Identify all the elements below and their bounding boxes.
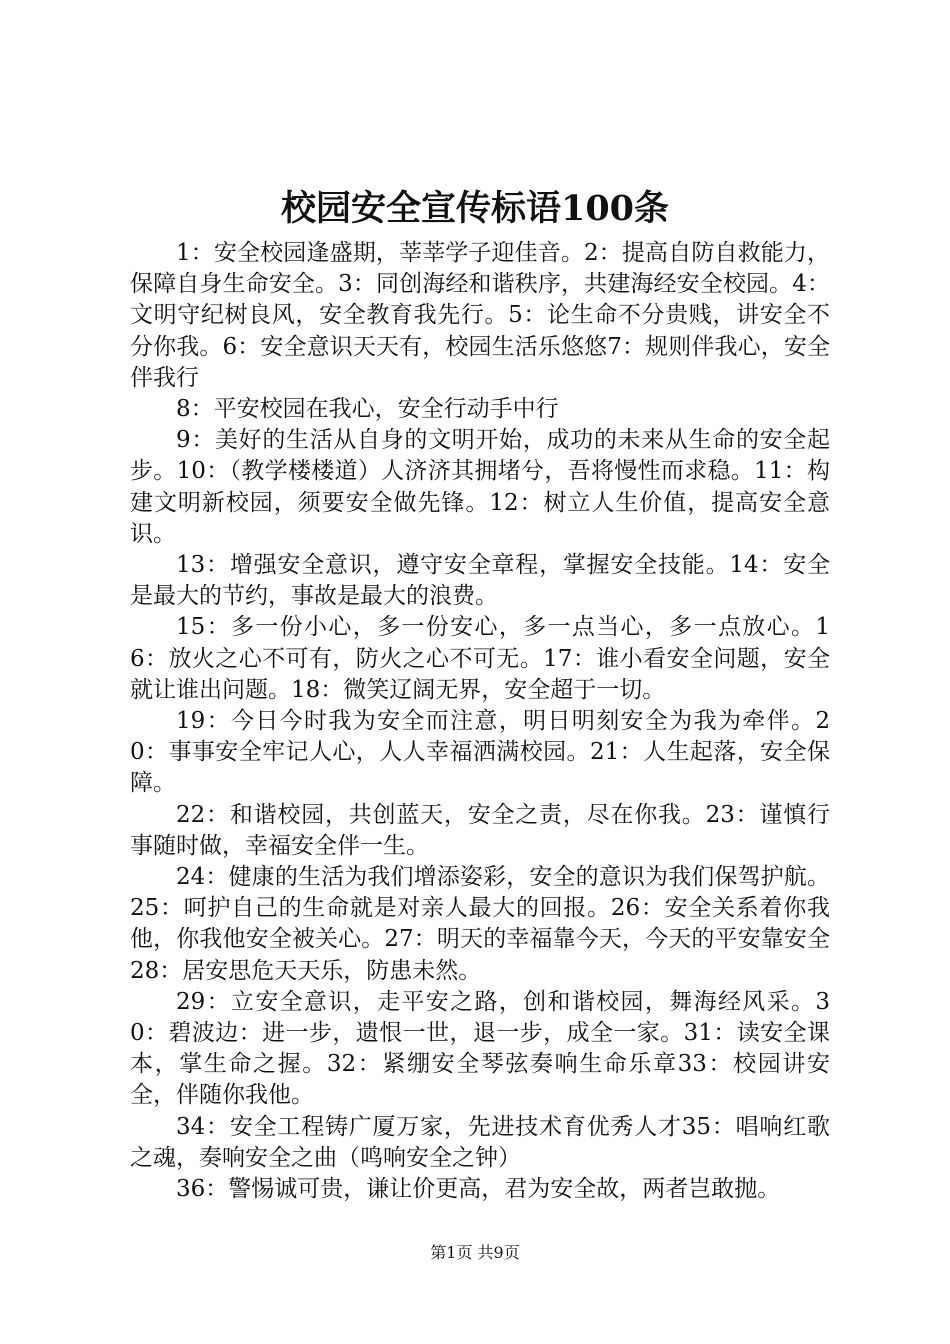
paragraph: 24：健康的生活为我们增添姿彩，安全的意识为我们保驾护航。25：呵护自己的生命就是对亲人最大的回报。26：安全关系着你我他，你我他安全被关心。27：明天的幸福靠今天，今天的平安靠安全28：居安思危天天乐，防患未然。 bbox=[130, 864, 830, 984]
paragraph: 19：今日今时我为安全而注意，明日明刻安全为我为牵伴。20：事事安全牢记人心，人人幸福洒满校园。21：人生起落，安全保障。 bbox=[130, 708, 830, 797]
paragraph: 22：和谐校园，共创蓝天，安全之责，尽在你我。23：谨慎行事随时做，幸福安全伴一生。 bbox=[130, 801, 830, 859]
paragraph: 29：立安全意识，走平安之路，创和谐校园，舞海经风采。30：碧波边：进一步，遗恨一世，退一步，成全一家。31：读安全课本，掌生命之握。32：紧绷安全琴弦奏响生命乐章33：校园讲安全，伴随你我他。 bbox=[130, 988, 830, 1109]
document-title: 校园安全宣传标语100条 bbox=[280, 188, 670, 229]
document-body bbox=[130, 238, 830, 1205]
paragraph: 13：增强安全意识，遵守安全章程，掌握安全技能。14：安全是最大的节约，事故是最大的浪费。 bbox=[130, 552, 830, 610]
paragraph: 15：多一份小心，多一份安心，多一点当心，多一点放心。16：放火之心不可有，防火之心不可无。17：谁小看安全问题，安全就让谁出问题。18：微笑辽阔无界，安全超于一切。 bbox=[130, 614, 830, 703]
paragraph: 1：安全校园逢盛期，莘莘学子迎佳音。2：提高自防自救能力，保障自身生命安全。3：同创海经和谐秩序，共建海经安全校园。4：文明守纪树良风，安全教育我先行。5：论生命不分贵贱，讲安全不分你我。6：安全意识天天有，校园生活乐悠悠7：规则伴我心，安全伴我行 bbox=[130, 240, 830, 391]
paragraph: 9：美好的生活从自身的文明开始，成功的未来从生命的安全起步。10：（教学楼楼道）人济济其拥堵兮，吾将慢性而求稳。11：构建文明新校园，须要安全做先锋。12：树立人生价值，提高安全意识。 bbox=[130, 427, 830, 547]
paragraph: 8：平安校园在我心，安全行动手中行 bbox=[176, 396, 559, 423]
paragraph: 34：安全工程铸广厦万家，先进技术育优秀人才35：唱响红歌之魂，奏响安全之曲（鸣响安全之钟） bbox=[130, 1113, 830, 1171]
page-footer: 第1页 共9页 bbox=[430, 1243, 520, 1262]
paragraph: 36：警惕诚可贵，谦让价更高，君为安全故，两者岂敢抛。 bbox=[176, 1176, 781, 1203]
